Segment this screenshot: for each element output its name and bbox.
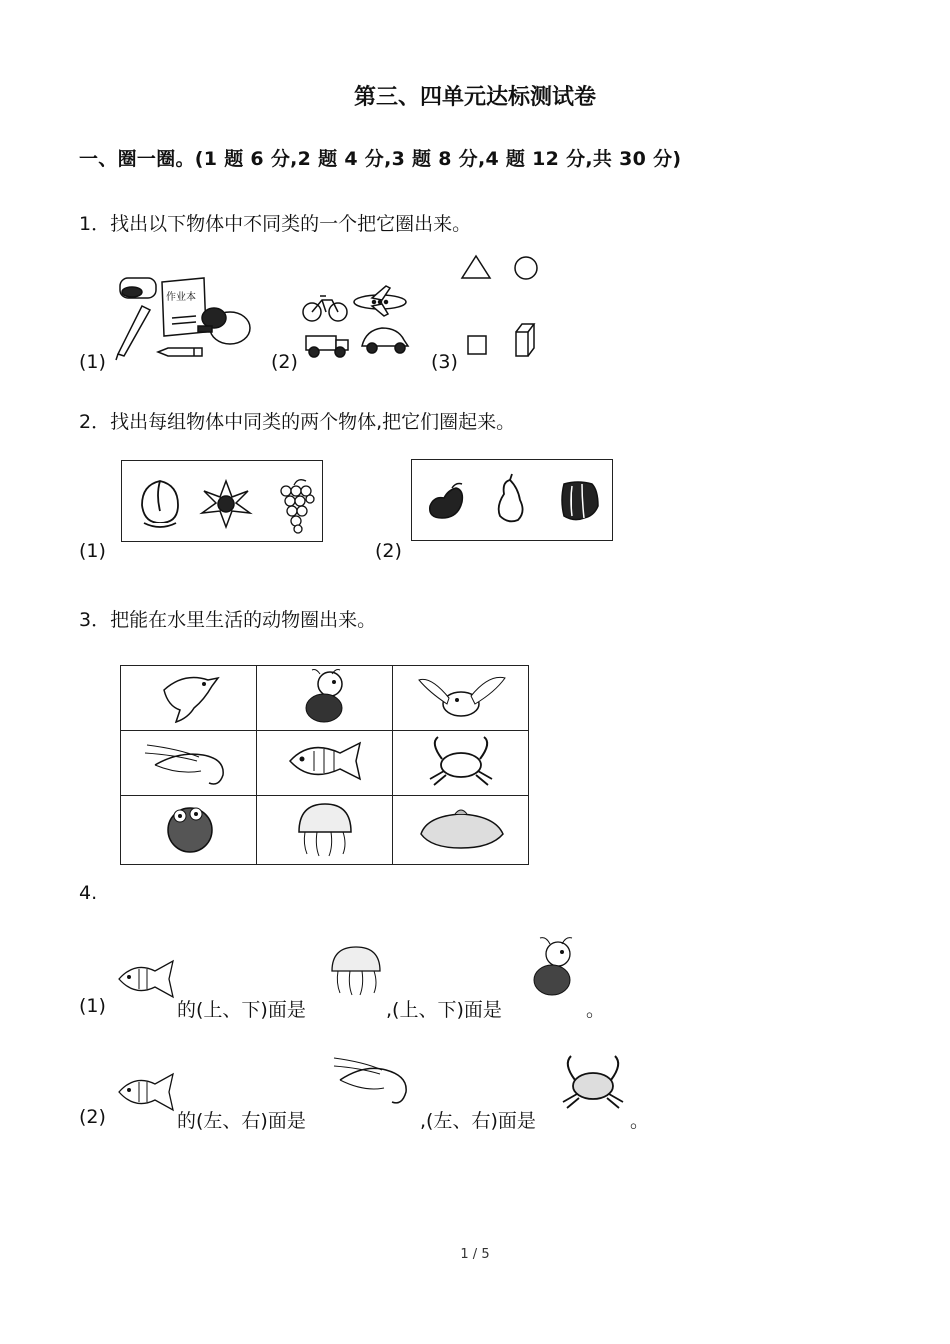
eraser-icon — [120, 278, 156, 298]
cuboid-icon — [516, 324, 534, 356]
fish-icon — [115, 1068, 177, 1114]
q1-label-3: (3) — [431, 351, 458, 373]
question-2-text: 2．找出每组物体中同类的两个物体,把它们圈起来。 — [79, 411, 516, 433]
q3-animal-grid — [120, 665, 529, 865]
grid-cell[interactable] — [257, 666, 393, 731]
jellyfish-icon — [285, 796, 365, 860]
shell-icon — [411, 798, 511, 858]
crab-icon — [553, 1050, 633, 1114]
q2-group2-box — [411, 459, 613, 541]
grid-cell[interactable] — [257, 796, 393, 865]
grid-cell[interactable] — [393, 796, 529, 865]
ping-pong-paddle-icon — [198, 308, 250, 344]
circle-icon — [515, 257, 537, 279]
pen-icon — [116, 306, 150, 360]
jellyfish-icon — [326, 943, 386, 997]
section-heading: 一、圈一圈。(1 题 6 分,2 题 4 分,3 题 8 分,4 题 12 分,共 30 分) — [79, 148, 682, 170]
grid-cell[interactable] — [393, 731, 529, 796]
page-title: 第三、四单元达标测试卷 — [353, 85, 596, 110]
question-1-text: 1．找出以下物体中不同类的一个把它圈出来。 — [79, 213, 472, 235]
q4-line2-end: 。 — [630, 1110, 650, 1132]
q1-group1 — [110, 270, 255, 362]
square-icon — [468, 336, 486, 354]
q4-line2-text2: ,(左、右)面是 — [420, 1110, 536, 1132]
car-icon — [362, 328, 408, 353]
bell-pepper-icon — [562, 482, 598, 520]
q1-group2 — [300, 282, 412, 360]
bicycle-icon — [303, 296, 347, 321]
q4-label-2: (2) — [79, 1106, 106, 1128]
fish-icon — [115, 955, 177, 1001]
q1-label-1: (1) — [79, 351, 106, 373]
airplane-icon — [354, 286, 406, 316]
q1-label-2: (2) — [271, 351, 298, 373]
q2-label-2: (2) — [375, 540, 402, 562]
sunflower-icon — [202, 481, 250, 527]
grid-cell[interactable] — [121, 731, 257, 796]
question-4-number: 4. — [79, 882, 98, 904]
grid-cell[interactable] — [121, 796, 257, 865]
ladybug-icon — [524, 936, 582, 1000]
dolphin-icon — [154, 666, 224, 726]
question-3-text: 3．把能在水里生活的动物圈出来。 — [79, 609, 377, 631]
q4-line1-text1: 的(上、下)面是 — [177, 999, 306, 1021]
page-number: 1 / 5 — [460, 1247, 490, 1262]
pencil-icon — [158, 348, 202, 356]
q2-label-1: (1) — [79, 540, 106, 562]
eggplant-icon — [430, 484, 463, 519]
shrimp-icon — [139, 731, 239, 791]
q4-line1-text2: ,(上、下)面是 — [386, 999, 502, 1021]
q2-group1-box — [121, 460, 323, 542]
truck-icon — [306, 336, 348, 357]
grapes-icon — [281, 480, 314, 533]
q1-group3 — [460, 252, 542, 362]
grid-cell[interactable] — [257, 731, 393, 796]
snail-icon — [154, 796, 224, 860]
fish-icon — [280, 731, 370, 791]
crab-icon — [416, 731, 506, 791]
q4-line2-text1: 的(左、右)面是 — [177, 1110, 306, 1132]
pear-icon — [499, 474, 523, 521]
notebook-text: 作业本 — [166, 292, 196, 303]
peach-icon — [142, 481, 178, 527]
q4-label-1: (1) — [79, 995, 106, 1017]
q4-line1-end: 。 — [586, 999, 606, 1021]
ladybug-icon — [290, 666, 360, 726]
bird-icon — [411, 666, 511, 726]
shrimp-icon — [330, 1050, 414, 1112]
grid-cell[interactable] — [121, 666, 257, 731]
grid-cell[interactable] — [393, 666, 529, 731]
triangle-icon — [462, 256, 490, 278]
